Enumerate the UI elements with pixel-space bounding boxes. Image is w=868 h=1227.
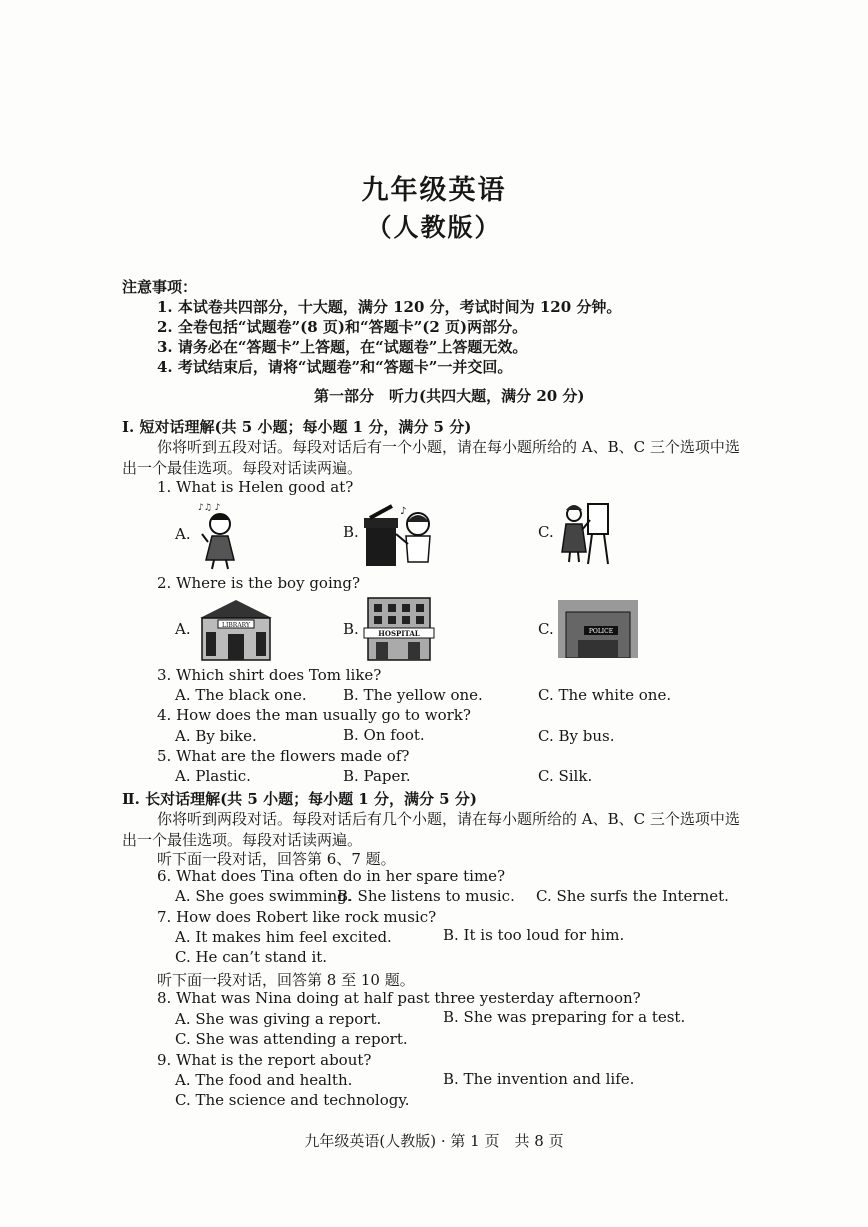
- option-b: B. The invention and life.: [443, 1070, 635, 1088]
- library-sign: LIBRARY: [222, 622, 250, 629]
- section-instructions: 出一个最佳选项。每段对话读两遍。: [122, 831, 363, 849]
- option-b: B. On foot.: [343, 726, 425, 744]
- option-a: A. The food and health.: [175, 1071, 353, 1089]
- question-stem: 4. How does the man usually go to work?: [157, 706, 471, 724]
- option-a: A. Plastic.: [175, 767, 251, 785]
- section-instructions: 你将听到两段对话。每段对话后有几个小题，请在每小题所给的 A、B、C 三个选项中选: [157, 810, 740, 828]
- page-subtitle: （人教版）: [366, 213, 502, 242]
- svg-text:♪♫ ♪: ♪♫ ♪: [198, 503, 221, 513]
- svg-text:♪: ♪: [400, 506, 407, 517]
- listening-direction: 听下面一段对话，回答第 6、7 题。: [157, 850, 396, 868]
- question-stem: 5. What are the flowers made of?: [157, 747, 410, 765]
- girl-singing-picture: [196, 500, 242, 570]
- listening-direction: 听下面一段对话，回答第 8 至 10 题。: [157, 971, 415, 989]
- option-a: A. It makes him feel excited.: [175, 928, 392, 946]
- option-a: A. She was giving a report.: [175, 1010, 382, 1028]
- question-stem: 8. What was Nina doing at half past three yesterday afternoon?: [157, 989, 641, 1007]
- boy-playing-piano-picture: [362, 500, 434, 568]
- note-item: 3. 请务必在“答题卡”上答题，在“试题卷”上答题无效。: [157, 338, 528, 356]
- option-label: A.: [175, 620, 191, 638]
- police-station-picture: [558, 600, 638, 658]
- option-a: A. She goes swimming.: [175, 887, 352, 905]
- note-item: 1. 本试卷共四部分，十大题，满分 120 分，考试时间为 120 分钟。: [157, 298, 622, 316]
- option-c: C. He can’t stand it.: [175, 948, 328, 966]
- part-title: 第一部分 听力(共四大题，满分 20 分): [314, 387, 585, 405]
- hospital-sign: HOSPITAL: [378, 629, 420, 638]
- girl-painting-picture: [556, 500, 612, 566]
- option-c: C. She surfs the Internet.: [536, 887, 729, 905]
- page-footer: 九年级英语(人教版) · 第 1 页 共 8 页: [304, 1132, 564, 1150]
- section-heading: Ⅱ. 长对话理解(共 5 小题；每小题 1 分，满分 5 分): [122, 790, 477, 808]
- option-label: C.: [538, 620, 554, 638]
- option-label: A.: [175, 525, 191, 543]
- hospital-building-picture: [362, 594, 436, 662]
- question-stem: 2. Where is the boy going?: [157, 574, 361, 592]
- question-stem: 3. Which shirt does Tom like?: [157, 666, 382, 684]
- question-stem: 1. What is Helen good at?: [157, 478, 354, 496]
- option-c: C. She was attending a report.: [175, 1030, 408, 1048]
- section-instructions: 出一个最佳选项。每段对话读两遍。: [122, 459, 363, 477]
- question-stem: 7. How does Robert like rock music?: [157, 908, 437, 926]
- option-a: A. The black one.: [175, 686, 307, 704]
- page-title: 九年级英语: [361, 175, 507, 206]
- question-stem: 6. What does Tina often do in her spare time?: [157, 867, 506, 885]
- option-a: A. By bike.: [175, 727, 257, 745]
- option-b: B. It is too loud for him.: [443, 926, 625, 944]
- option-b: B. She listens to music.: [337, 887, 515, 905]
- section-instructions: 你将听到五段对话。每段对话后有一个小题，请在每小题所给的 A、B、C 三个选项中选: [157, 438, 740, 456]
- option-c: C. The science and technology.: [175, 1091, 410, 1109]
- option-c: C. The white one.: [538, 686, 672, 704]
- library-building-picture: [196, 596, 276, 662]
- option-label: C.: [538, 523, 554, 541]
- option-b: B. She was preparing for a test.: [443, 1008, 686, 1026]
- option-b: B. Paper.: [343, 767, 411, 785]
- notes-heading: 注意事项：: [122, 278, 198, 296]
- police-sign: POLICE: [588, 628, 614, 635]
- option-c: C. By bus.: [538, 727, 615, 745]
- question-stem: 9. What is the report about?: [157, 1051, 372, 1069]
- note-item: 4. 考试结束后，请将“试题卷”和“答题卡”一并交回。: [157, 358, 513, 376]
- option-c: C. Silk.: [538, 767, 593, 785]
- section-heading: Ⅰ. 短对话理解(共 5 小题；每小题 1 分，满分 5 分): [122, 418, 472, 436]
- option-label: B.: [343, 523, 359, 541]
- option-label: B.: [343, 620, 359, 638]
- option-b: B. The yellow one.: [343, 686, 483, 704]
- note-item: 2. 全卷包括“试题卷”(8 页)和“答题卡”(2 页)两部分。: [157, 318, 528, 336]
